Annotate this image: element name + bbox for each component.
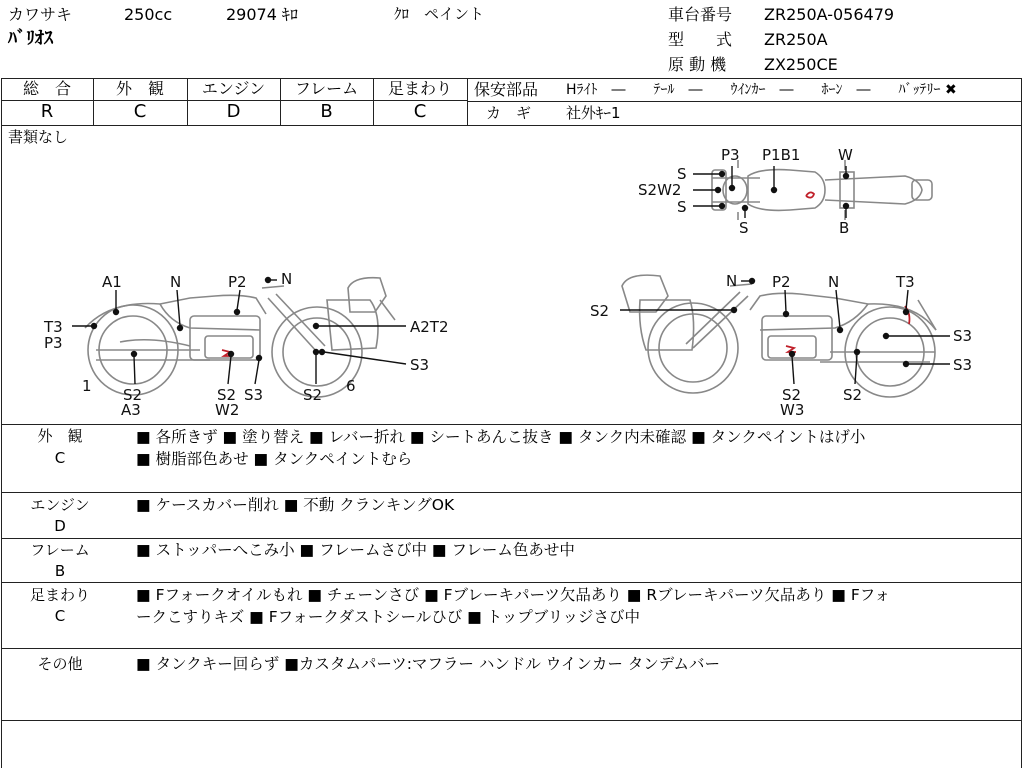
type-label: 型 式	[668, 30, 733, 49]
label-top-s: S	[677, 198, 687, 216]
displacement: 250cc	[124, 5, 173, 24]
label-left-a1: A1	[102, 273, 122, 291]
label-right-s2: S2	[843, 386, 863, 404]
label-left-n: N	[281, 270, 293, 288]
grade-value-exterior: C	[133, 101, 147, 122]
label-left-t3: T3	[44, 318, 63, 336]
grade-label-suspension: 足まわり	[387, 79, 452, 98]
label-top-s: S	[739, 219, 749, 237]
label-left-s2: S2	[303, 386, 323, 404]
label-top-b: B	[839, 219, 850, 237]
remark-grade-frame: B	[54, 562, 66, 580]
documents-note: 書類なし	[8, 128, 69, 146]
label-right-n: N	[828, 273, 840, 291]
label-right-n: N	[726, 272, 738, 290]
divider-remark	[1, 582, 1022, 583]
engine-value: ZX250CE	[764, 55, 838, 74]
remark-grade-engine: D	[54, 517, 66, 535]
safety-items: Hﾗｲﾄ ― ﾃｰﾙ ― ｳｲﾝｶｰ ― ﾎｰﾝ ― ﾊﾞｯﾃﾘｰ ✖	[566, 82, 957, 98]
remark-line: ■ ケースカバー削れ ■ 不動 クランキングOK	[136, 496, 455, 514]
label-left-s2: S2	[123, 386, 143, 404]
label-right-p2: P2	[772, 273, 791, 291]
divider-remark	[1, 492, 1022, 493]
grade-label-frame: フレーム	[294, 79, 359, 98]
damage-diagram	[0, 126, 1024, 424]
label-left-1: 1	[82, 377, 92, 395]
key-label: カ ギ	[486, 104, 532, 122]
divider-diagram-bottom	[1, 424, 1022, 425]
remark-grade-suspension: C	[54, 607, 66, 625]
divider-remark	[1, 648, 1022, 649]
label-right-s3: S3	[953, 356, 973, 374]
model-name: ﾊﾞﾘｵｽ	[8, 28, 53, 49]
grade-value-suspension: C	[413, 101, 427, 122]
grade-label-overall: 総 合	[22, 79, 71, 98]
divider-safety	[467, 101, 1022, 102]
safety-label: 保安部品	[474, 80, 539, 99]
grade-value-engine: D	[226, 101, 241, 122]
label-right-s3: S3	[953, 327, 973, 345]
engine-label: 原 動 機	[668, 55, 727, 74]
label-left-a2t2: A2T2	[410, 318, 449, 336]
grade-value-frame: B	[320, 101, 333, 122]
label-right-t3: T3	[896, 273, 915, 291]
remark-label-engine: エンジン	[30, 496, 90, 514]
label-left-s3: S3	[244, 386, 264, 404]
remark-line: ■ タンクキー回らず ■カスタムパーツ:マフラー ハンドル ウインカー タンデムバー	[136, 655, 720, 673]
remark-label-suspension: 足まわり	[29, 586, 90, 604]
frame-no: ZR250A-056479	[764, 5, 895, 24]
color: ｸﾛ ペイント	[394, 5, 485, 23]
label-top-s: S	[677, 165, 687, 183]
key-value: 社外ｷｰ1	[566, 104, 621, 122]
remark-grade-exterior: C	[54, 449, 66, 467]
label-left-s3: S3	[410, 356, 430, 374]
grade-label-engine: エンジン	[201, 79, 266, 98]
maker: カワサキ	[8, 5, 73, 24]
remark-label-other: その他	[37, 655, 83, 673]
label-left-p2: P2	[228, 273, 247, 291]
frame-no-label: 車台番号	[668, 5, 733, 24]
label-left-n: N	[170, 273, 182, 291]
remark-label-frame: フレーム	[30, 541, 90, 559]
grade-label-exterior: 外 観	[115, 79, 164, 98]
grade-sep	[467, 78, 468, 125]
remark-line: ークこすりキズ ■ Fフォークダストシールひび ■ トップブリッジさび中	[136, 608, 641, 626]
mileage: 29074 ｷﾛ	[226, 5, 298, 24]
label-left-p3: P3	[44, 334, 63, 352]
label-top-p3: P3	[721, 146, 740, 164]
label-left-w2: W2	[215, 401, 240, 419]
label-top-w: W	[838, 146, 853, 164]
remark-line: ■ 樹脂部色あせ ■ タンクペイントむら	[136, 450, 413, 468]
label-left-a3: A3	[121, 401, 141, 419]
remark-line: ■ 各所きず ■ 塗り替え ■ レバー折れ ■ シートあんこ抜き ■ タンク内未確認 ■ タンクペイントはげ小	[136, 428, 866, 446]
label-left-s2: S2	[217, 386, 237, 404]
label-right-s2: S2	[782, 386, 802, 404]
label-right-s2: S2	[590, 302, 610, 320]
grade-value-overall: R	[40, 101, 54, 122]
label-left-6: 6	[346, 377, 356, 395]
divider-remark	[1, 720, 1022, 721]
label-top-s2w2: S2W2	[638, 181, 682, 199]
type-value: ZR250A	[764, 30, 828, 49]
remark-line: ■ Fフォークオイルもれ ■ チェーンさび ■ Fブレーキパーツ欠品あり ■ Rブレーキパーツ欠品あり ■ Fフォ	[136, 586, 891, 604]
label-top-p1b1: P1B1	[762, 146, 801, 164]
label-right-w3: W3	[780, 401, 805, 419]
remark-label-exterior: 外 観	[37, 427, 83, 445]
remark-line: ■ ストッパーへこみ小 ■ フレームさび中 ■ フレーム色あせ中	[136, 541, 575, 559]
